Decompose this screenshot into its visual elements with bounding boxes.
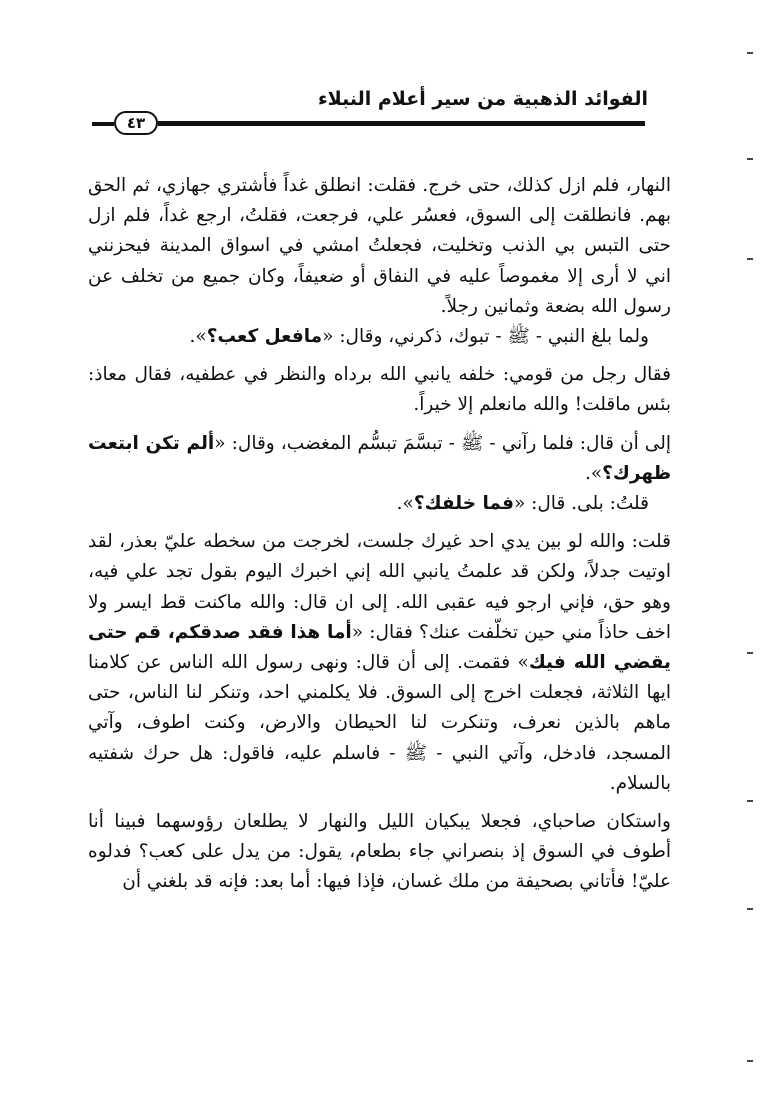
paragraph bbox=[88, 527, 671, 799]
margin-tick bbox=[747, 258, 753, 260]
margin-tick bbox=[747, 800, 753, 802]
paragraph bbox=[88, 489, 671, 519]
margin-tick bbox=[747, 1060, 753, 1062]
paragraph bbox=[88, 807, 671, 898]
body-text bbox=[88, 171, 671, 898]
paragraph-text: واستكان صاحباي، فجعلا يبكيان الليل والنهار لا يطلعان رؤوسهما فبينا أنا أطوف في السوق إذ بنصراني جاء بطعام، يقول: من يدل على كعب؟ فدلوه عليّ! فأتاني بصحيفة من ملك غسان، فإذا فيها: أما بعد: فإنه قد بلغني أن bbox=[88, 811, 671, 893]
paragraph bbox=[88, 322, 671, 352]
paragraph bbox=[88, 429, 671, 489]
hadith-quote: ألم تكن ابتعت ظهرك؟ bbox=[88, 432, 671, 484]
header-rule bbox=[158, 121, 645, 126]
paragraph-text-end: ». bbox=[584, 462, 603, 484]
header-rule-end bbox=[92, 122, 114, 126]
paragraph-text: إلى أن قال: فلما رآني - ﷺ - تبسَّمَ تبسُّم المغضب، وقال: « bbox=[214, 432, 671, 454]
hadith-quote: مافعل كعب؟ bbox=[206, 326, 323, 348]
paragraph-text-end: » فقمت. إلى أن قال: ونهى رسول الله الناس عن كلامنا ايها الثلاثة، فجعلت اخرج إلى السوق. فلا يكلمني احد، وتنكر لنا الناس، حتى ماهم بالذين نعرف، وتنكرت لنا الحيطان والارض، وكنت اطوف، وآتي المسجد، فادخل، وآتي النبي - ﷺ - فاسلم عليه، فاقول: هل حرك شفتيه بالسلام. bbox=[88, 652, 671, 794]
running-header-title: الفوائد الذهبية من سير أعلام النبلاء bbox=[317, 88, 648, 110]
paragraph-text-end: ». bbox=[189, 326, 207, 348]
paragraph-text: قلتُ: بلى. قال: « bbox=[513, 493, 649, 515]
paragraph-text: ولما بلغ النبي - ﷺ - تبوك، ذكرني، وقال: « bbox=[322, 326, 649, 348]
margin-tick bbox=[747, 158, 753, 160]
hadith-quote: أما هذا فقد صدقكم، قم حتى يقضي الله فيك bbox=[88, 621, 671, 674]
margin-tick bbox=[747, 908, 753, 910]
paragraph-text-end: ». bbox=[396, 493, 414, 515]
paragraph bbox=[88, 360, 671, 420]
page-number: ٤٣ bbox=[114, 111, 158, 135]
margin-tick bbox=[747, 52, 753, 54]
paragraph-text: النهار، فلم ازل كذلك، حتى خرج. فقلت: انطلق غداً فأشتري جهازي، ثم الحق بهم. فانطلقت إلى السوق، فعسُر علي، فرجعت، فقلتُ، ارجع غداً، فلم ازل حتى التبس بي الذنب وتخليت، فجعلتُ امشي في اسواق المدينة فيحزنني اني لا أرى إلا مغموصاً عليه في النفاق أو ضعيفاً، وكان جميع من تخلف عن رسول الله بضعة وثمانين رجلاً. bbox=[88, 175, 671, 317]
paragraph-text: فقال رجل من قومي: خلفه يانبي الله برداه والنظر في عطفيه، فقال معاذ: بئس ماقلت! والله مانعلم إلا خيراً. bbox=[88, 364, 671, 416]
margin-tick bbox=[747, 652, 753, 654]
hadith-quote: فما خلفك؟ bbox=[413, 493, 514, 515]
paragraph bbox=[88, 171, 671, 322]
paragraph-text: قلت: والله لو بين يدي احد غيرك جلست، لخرجت من سخطه عليّ بعذر، لقد اوتيت جدلاً، ولكن قد علمتُ يانبي الله إني اخبرك اليوم بقول تجد علي فيه، وهو حق، فإني ارجو فيه عقبى الله. إلى ان قال: والله ماكنت قط ايسر ولا اخف حاذاً مني حين تخلّفت عنك؟ فقال: « bbox=[88, 531, 671, 643]
